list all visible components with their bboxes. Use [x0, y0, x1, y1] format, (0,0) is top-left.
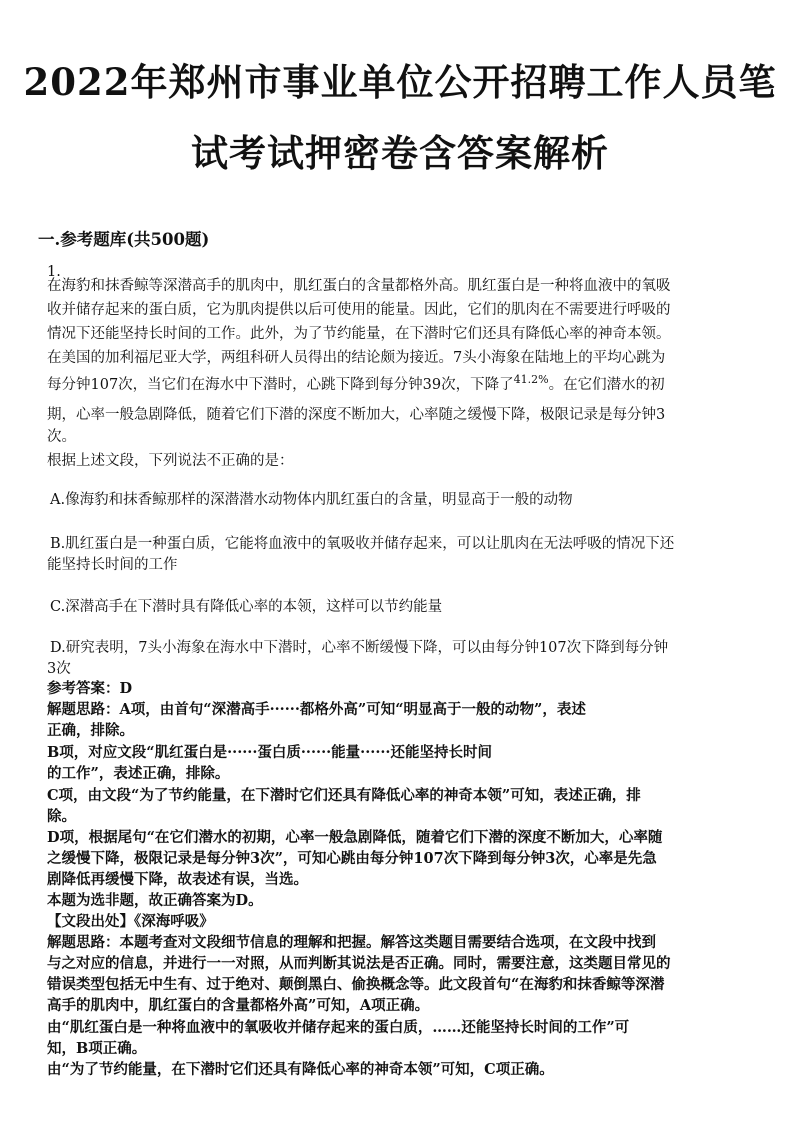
analysis-line: 知，B项正确。: [47, 1040, 147, 1057]
answer-line: B项，对应文段“肌红蛋白是······蛋白质······能量······还能坚持长时间: [47, 744, 492, 761]
analysis-line: 与之对应的信息，并进行一一对照，从而判断其说法是否正确。同时，需要注意，这类题目常见的: [47, 955, 671, 972]
analysis-line: 由“肌红蛋白是一种将血液中的氧吸收并储存起来的蛋白质，……还能坚持长时间的工作”可: [47, 1019, 630, 1036]
page-title-line-2: 试考试押密卷含答案解析: [191, 131, 609, 175]
option-c: C.深潜高手在下潜时具有降低心率的本领，这样可以节约能量: [50, 599, 443, 615]
option-d: D.研究表明，7头小海象在海水中下潜时，心率不断缓慢下降，可以由每分钟107次下降到每分钟: [50, 640, 669, 656]
answer-line: C项，由文段“为了节约能量，在下潜时它们还具有降低心率的神奇本领”可知，表述正确，排: [47, 787, 641, 804]
option-b-cont: 能坚持长时间的工作: [47, 557, 178, 573]
answer-line: 剧降低再缓慢下降，故表述有误，当选。: [47, 871, 308, 888]
passage-line: 次。: [47, 429, 76, 445]
answer-line: 解题思路：A项，由首句“深潜高手······都格外高”可知“明显高于一般的动物”，表述: [47, 701, 586, 718]
passage-line: 在海豹和抹香鲸等深潜高手的肌肉中，肌红蛋白的含量都格外高。肌红蛋白是一种将血液中的氧吸: [47, 278, 671, 294]
question-prompt: 根据上述文段，下列说法不正确的是：: [47, 453, 294, 469]
passage-line-with-percent: [47, 375, 665, 396]
analysis-line: 由“为了节约能量，在下潜时它们还具有降低心率的神奇本领”可知，C项正确。: [47, 1061, 554, 1078]
page-title-line-1: 2022年郑州市事业单位公开招聘工作人员笔: [23, 60, 777, 104]
answer-label: 参考答案：D: [47, 680, 133, 697]
question-number: 1.: [47, 264, 61, 280]
passage-text: 。在它们潜水的初: [548, 377, 665, 393]
analysis-line: 解题思路：本题考查对文段细节信息的理解和把握。解答这类题目需要结合选项，在文段中找到: [47, 934, 656, 951]
source-line: 【文段出处】《深海呼吸》: [47, 913, 214, 930]
answer-line: 正确，排除。: [47, 722, 134, 739]
analysis-line: 错误类型包括无中生有、过于绝对、颠倒黑白、偷换概念等。此文段首句“在海豹和抹香鲸等深潜: [47, 976, 665, 993]
option-a: A.像海豹和抹香鲸那样的深潜潜水动物体内肌红蛋白的含量，明显高于一般的动物: [50, 492, 573, 508]
passage-line: 收并储存起来的蛋白质，它为肌肉提供以后可使用的能量。因此，它们的肌肉在不需要进行呼吸的: [47, 302, 671, 318]
analysis-line: 高手的肌肉中，肌红蛋白的含量都格外高”可知，A项正确。: [47, 997, 430, 1014]
answer-line: 的工作”，表述正确，排除。: [47, 765, 230, 782]
answer-line: D项，根据尾句“在它们潜水的初期，心率一般急剧降低，随着它们下潜的深度不断加大，心率随: [47, 829, 663, 846]
answer-line: 除。: [47, 808, 76, 825]
option-b: B.肌红蛋白是一种蛋白质，它能将血液中的氧吸收并储存起来，可以让肌肉在无法呼吸的情况下还: [50, 536, 675, 552]
passage-line: 在美国的加利福尼亚大学，两组科研人员得出的结论颇为接近。7头小海象在陆地上的平均心跳为: [47, 350, 666, 366]
passage-text: 每分钟107次，当它们在海水中下潜时，心跳下降到每分钟39次，下降了: [47, 377, 514, 393]
answer-line: 本题为选非题，故正确答案为D。: [47, 892, 263, 909]
answer-line: 之缓慢下降，极限记录是每分钟3次”，可知心跳由每分钟107次下降到每分钟3次，心率是先急: [47, 850, 657, 867]
percent-value: 41.2%: [513, 373, 549, 386]
section-heading: 一.参考题库(共500题): [38, 230, 210, 249]
option-d-cont: 3次: [47, 661, 71, 677]
passage-line: 情况下还能坚持长时间的工作。此外，为了节约能量，在下潜时它们还具有降低心率的神奇本领。: [47, 326, 671, 342]
passage-line: 期，心率一般急剧降低，随着它们下潜的深度不断加大，心率随之缓慢下降，极限记录是每分钟3: [47, 407, 666, 423]
